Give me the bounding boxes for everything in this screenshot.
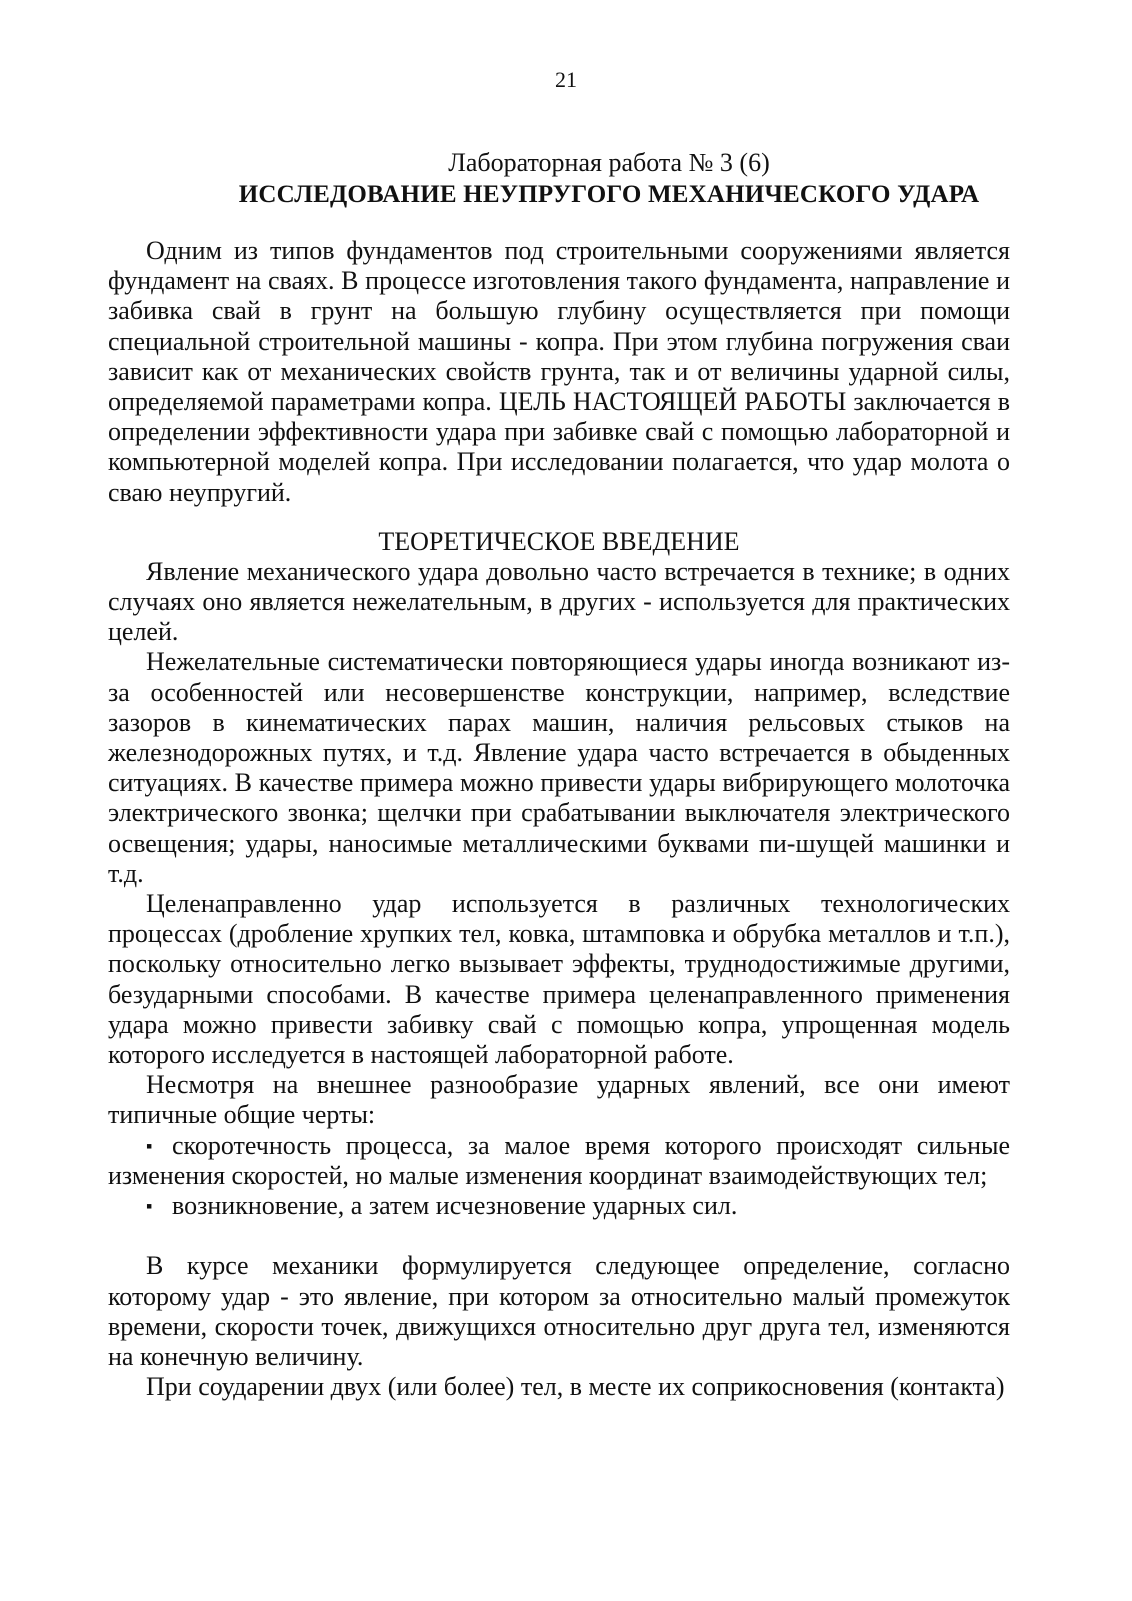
body-text	[108, 236, 1010, 1402]
page-number: 21	[555, 67, 577, 92]
theory-paragraph-3: Целенаправленно удар используется в различных технологических процессах (дробление хрупких тел, ковка, штамповка и обрубка металлов и т.п.), поскольку относительно легко вызывает эффекты, труднодостижимые другими, безударными способами. В качестве примера целенаправленного применения удара можно привести забивку свай с помощью копра, упрощенная модель которого исследуется в настоящей лабораторной работе.	[108, 889, 1010, 1070]
definition-paragraph: В курсе механики формулируется следующее определение, согласно которому удар - это явление, при котором за относительно малый промежуток времени, скорости точек, движущихся относительно друг друга тел, изменяются на конечную величину.	[108, 1251, 1010, 1371]
bullet-text-2: возникновение, а затем исчезновение ударных сил.	[172, 1191, 738, 1221]
bullet-item-2	[108, 1191, 1010, 1221]
intro-paragraph: Одним из типов фундаментов под строительными сооружениями является фундамент на сваях. В процессе изготовления такого фундамента, направление и забивка свай в грунт на большую глубину осуществляется при помощи специальной строительной машины - копра. При этом глубина погружения сваи зависит как от механических свойств грунта, так и от величины ударной силы, определяемой параметрами копра. ЦЕЛЬ НАСТОЯЩЕЙ РАБОТЫ заключается в определении эффективности удара при забивке свай с помощью лабораторной и компьютерной моделей копра. При исследовании полагается, что удар молота о сваю неупругий.	[108, 236, 1010, 507]
bullet-icon: ▪	[146, 1135, 153, 1156]
theory-paragraph-1: Явление механического удара довольно часто встречается в технике; в одних случаях оно является нежелательным, в других - используется для практических целей.	[108, 556, 1010, 647]
spacer	[108, 1221, 1010, 1251]
last-paragraph: При соударении двух (или более) тел, в месте их соприкосновения (контакта)	[146, 1372, 1005, 1402]
theory-paragraph-2: Нежелательные систематически повторяющиеся удары иногда возникают из-за особенностей или несовершенстве конструкции, например, вследствие зазоров в кинематических парах машин, наличия рельсовых стыков на железнодорожных путях, и т.д. Явление удара часто встречается в обыденных ситуациях. В качестве примера можно привести удары вибрирующего молоточка электрического звонка; щелчки при срабатывании выключателя электрического освещения; удары, наносимые металлическими буквами пи-шущей машинки и т.д.	[108, 647, 1010, 888]
lab-title: Лабораторная работа № 3 (6)	[448, 148, 770, 177]
bullet-item-1	[108, 1131, 1010, 1191]
theory-paragraph-4: Несмотря на внешнее разнообразие ударных явлений, все они имеют типичные общие черты:	[108, 1070, 1010, 1130]
lab-heading: ИССЛЕДОВАНИЕ НЕУПРУГОГО МЕХАНИЧЕСКОГО УДАРА	[238, 181, 980, 208]
bullet-icon: ▪	[146, 1196, 153, 1217]
section-heading: ТЕОРЕТИЧЕСКОЕ ВВЕДЕНИЕ	[378, 526, 740, 556]
bullet-text-1: скоротечность процесса, за малое время которого происходят сильные изменения скоростей, но малые изменения координат взаимодействующих тел;	[108, 1130, 1010, 1190]
